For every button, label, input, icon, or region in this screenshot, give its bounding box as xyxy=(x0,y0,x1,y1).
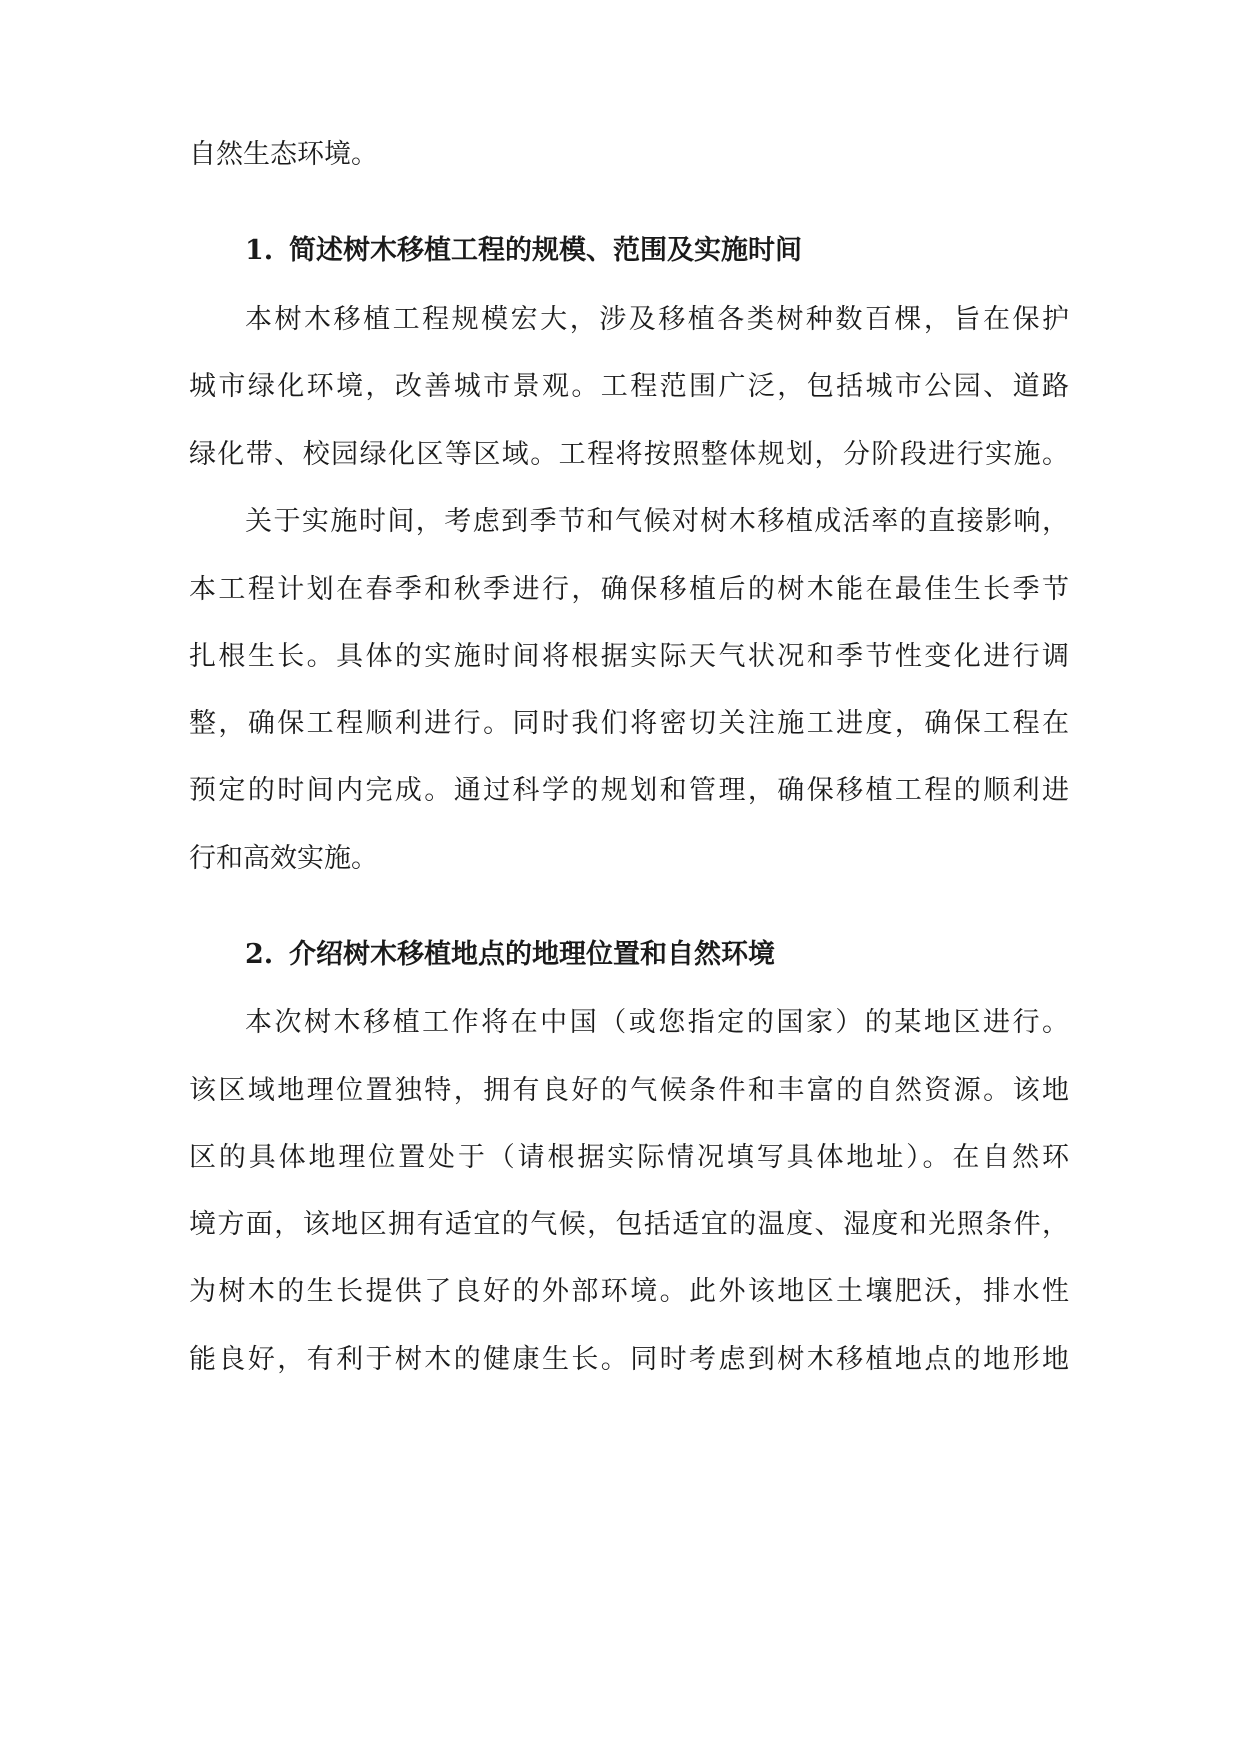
paragraph-line: 为树木的生长提供了良好的外部环境。此外该地区土壤肥沃，排水性 xyxy=(189,1276,1069,1307)
section-heading xyxy=(245,231,1069,271)
paragraph-line: 行和高效实施。 xyxy=(189,843,378,874)
paragraph-line: 境方面，该地区拥有适宜的气候，包括适宜的温度、湿度和光照条件， xyxy=(189,1209,1069,1240)
paragraph-line: 本工程计划在春季和秋季进行，确保移植后的树木能在最佳生长季节 xyxy=(189,574,1069,605)
paragraph-line: 城市绿化环境，改善城市景观。工程范围广泛，包括城市公园、道路 xyxy=(189,371,1069,402)
continuation-line: 自然生态环境。 xyxy=(189,139,378,170)
paragraph-line: 本树木移植工程规模宏大，涉及移植各类树种数百棵，旨在保护 xyxy=(245,304,1069,335)
paragraph-line: 本次树木移植工作将在中国（或您指定的国家）的某地区进行。 xyxy=(245,1007,1069,1038)
paragraph-line: 扎根生长。具体的实施时间将根据实际天气状况和季节性变化进行调 xyxy=(189,641,1069,672)
paragraph-line: 区的具体地理位置处于（请根据实际情况填写具体地址）。在自然环 xyxy=(189,1142,1069,1173)
paragraph-line: 预定的时间内完成。通过科学的规划和管理，确保移植工程的顺利进 xyxy=(189,775,1069,806)
paragraph-line: 绿化带、校园绿化区等区域。工程将按照整体规划，分阶段进行实施。 xyxy=(189,439,1069,470)
section-title: 简述树木移植工程的规模、范围及实施时间 xyxy=(289,235,802,266)
paragraph-line: 能良好，有利于树木的健康生长。同时考虑到树木移植地点的地形地 xyxy=(189,1344,1069,1375)
section-number: 2. xyxy=(245,939,274,970)
section-title: 介绍树木移植地点的地理位置和自然环境 xyxy=(289,939,775,970)
section-heading xyxy=(245,935,1069,975)
paragraph-line: 整，确保工程顺利进行。同时我们将密切关注施工进度，确保工程在 xyxy=(189,708,1069,739)
paragraph-line: 该区域地理位置独特，拥有良好的气候条件和丰富的自然资源。该地 xyxy=(189,1075,1069,1106)
section-number: 1. xyxy=(245,235,274,266)
paragraph-line: 关于实施时间，考虑到季节和气候对树木移植成活率的直接影响， xyxy=(245,506,1069,537)
